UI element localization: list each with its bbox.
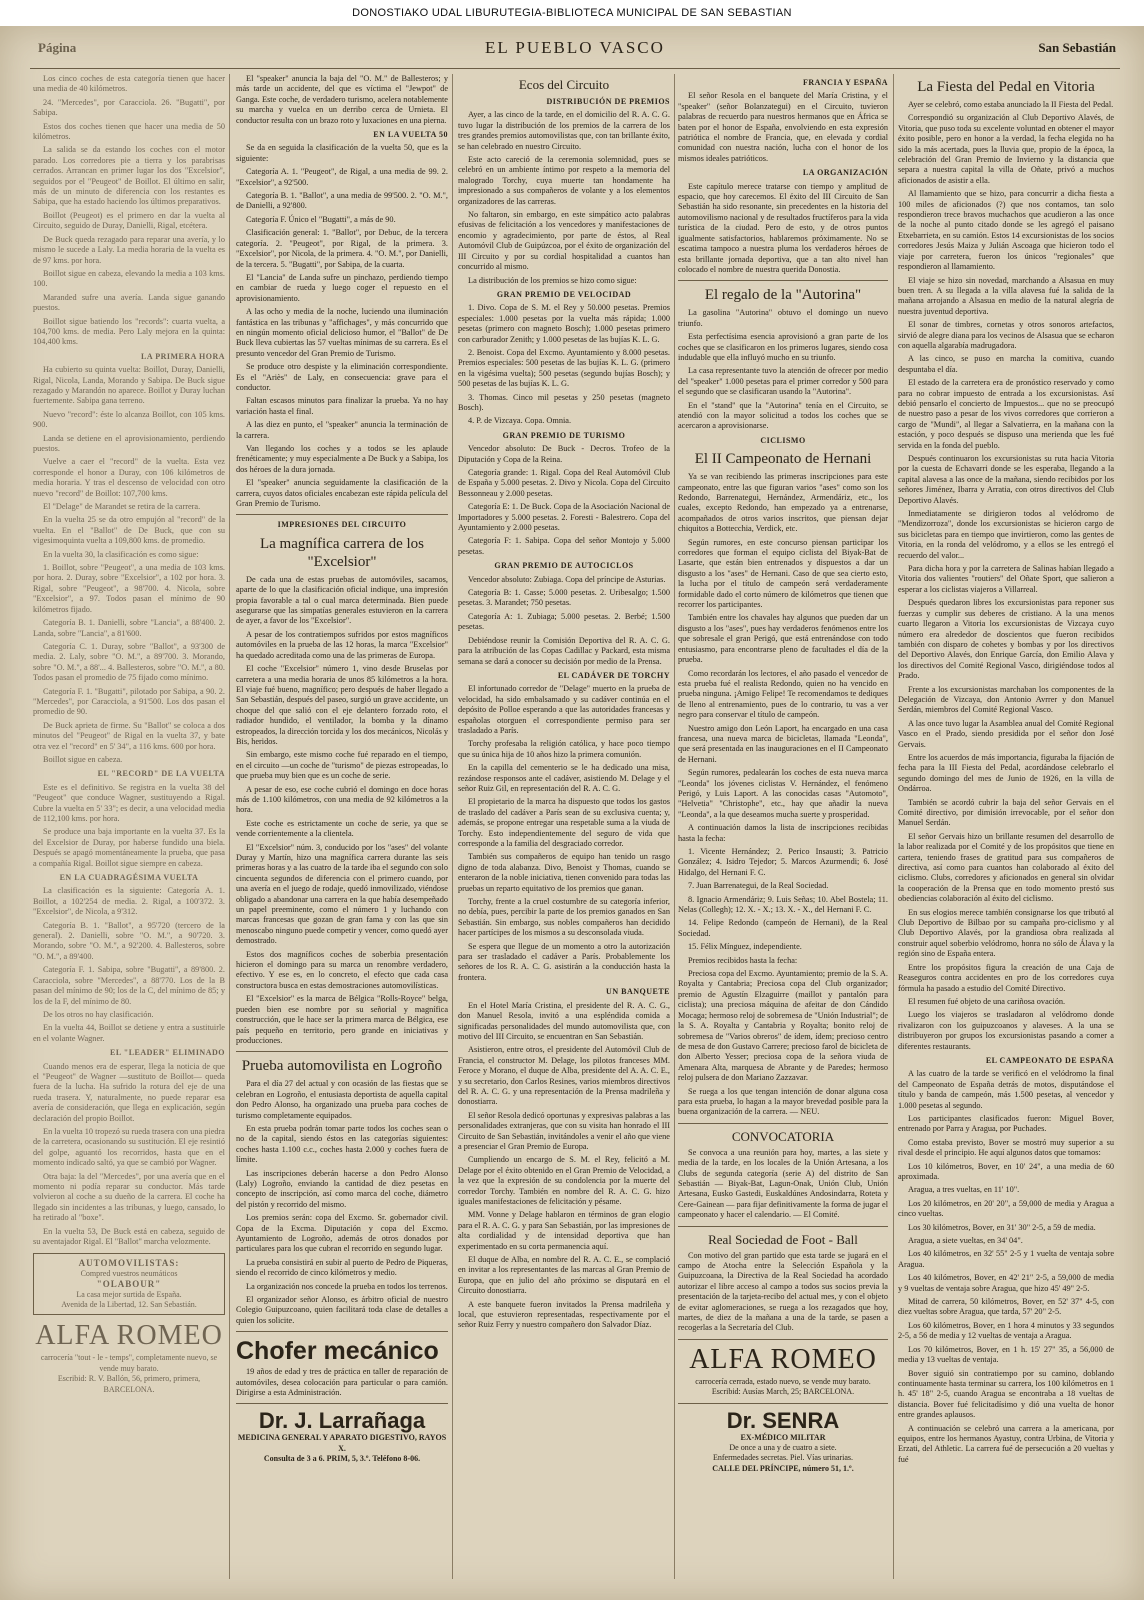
paragraph: El "Lancia" de Landa sufre un pinchazo, perdiendo tiempo en cambiar de rueda y luego coger el repuesto en el aprovisionamiento.: [236, 272, 448, 303]
column-rule: [893, 74, 894, 1579]
paragraph: Van llegando los coches y a todos se les aplaude frenéticamente; y muy especialmente a De Buck y a Sabipa, los dos héroes de la dura jornada.: [236, 444, 448, 474]
paragraph: En la capilla del cementerio se le ha dedicado una misa, rezándose responsos ante el cadáver, asistiendo M. Delage y el señor Ruiz Gil, en representación del R. A. C. G.: [458, 763, 670, 793]
paragraph: El "Delage" de Marandet se retira de la carrera.: [43, 502, 201, 512]
divider: [678, 1403, 888, 1404]
paragraph: Luego los viajeros se trasladaron al velódromo donde rivalizaron con los guipuzcoanos y alaveses. A la una se distribuyeron por grupos los excursionistas pasando a comer a diferentes restaurants.: [898, 1010, 1114, 1051]
paragraph: La prueba consistirá en subir al puerto de Pedro de Piqueras, siendo el recorrido de cinco kilómetros y medio.: [236, 1257, 448, 1278]
paragraph: Categoría F: 1. Sabipa. Copa del señor Montojo y 5.000 pesetas.: [458, 536, 670, 556]
article-title: Ecos del Circuito: [518, 77, 610, 92]
paragraph: Los premios serán: copa del Excmo. Sr. gobernador civil. Copa de la Excma. Diputación y copa del Excmo. Ayuntamiento de Logroño, además de otros donados por particulares para los que cubran el recorrido en segundo lugar.: [236, 1213, 448, 1254]
article-title: CONVOCATORIA: [731, 1128, 835, 1144]
paragraph: Boillot sigue batiendo los "records": cuarta vuelta, a 104,700 kms. de media. Pero Laly mejora en la quinta: 104,400 kms.: [33, 316, 225, 347]
paragraph: También entre los chavales hay algunos que pueden dar un disgusto a los "ases", pues hay verdaderos fenómenos entre los que sobresale el gran Perigó, que está entrenándose con todo entusiasmo, para encontrarse pleno de facultades el día de la prueba.: [678, 613, 888, 665]
paragraph: Ha cubierto su quinta vuelta: Boillot, Duray, Danielli, Rigal, Nicola, Landa, Morando y Sabipa. De Buck sigue rezagado y Marandón no aparece. Boillot y Duray luchan fuertemente. Sabipa gana terreno.: [33, 365, 225, 406]
section-heading: EL "LEADER" ELIMINADO: [110, 1048, 225, 1058]
paragraph: En la vuelta 44, Boillot se detiene y entra a sustituirle en el volante Wagner.: [33, 1023, 225, 1043]
paragraph: Se da en seguida la clasificación de la vuelta 50, que es la siguiente:: [236, 143, 448, 163]
paragraph: Para el día 27 del actual y con ocasión de las fiestas que se celebran en Logroño, el entusiasta deportista de aquella capital don Pedro Alonso, ha organizado una prueba para coches de turismo completamente equipados.: [236, 1079, 448, 1120]
paragraph: En la vuelta 25 se da otro empujón al "record" de la vuelta. En el "Ballot" de De Buck, que con su vigesimoquinta vuelta a 109,800 kms. de promedio.: [33, 515, 225, 546]
paragraph: Categoría C. 1. Duray, sobre "Ballot", a 93'300 de media. 2. Laly, sobre "O. M.", a 89'700. 3. Morando, sobre "O. M.", a 88'... 4. Ballesteros, sobre "O. M.", a 80. Todos pasan el promedio de 75 fijado como mínimo.: [33, 641, 225, 683]
paragraph: Categoría grande: 1. Rigal. Copa del Real Automóvil Club de España y 5.000 pesetas. 2. Divo y Nicola. Copa del Circuito Bessonneau y 2.000 pesetas.: [458, 468, 670, 498]
divider: [236, 1403, 448, 1404]
paragraph: Sin embargo, este mismo coche fué reparado en el tiempo, en el circuito —un coche de "turismo" de piezas estropeadas, lo que prueba muy bien que es un coche de serie.: [236, 750, 448, 781]
paragraph: Mitad de carrera, 50 kilómetros, Bover, en 52' 37" 4-5, con diez vueltas sobre Aragua, que tarda, 57' 20" 2-5.: [898, 1297, 1114, 1317]
paragraph: Vuelve a caer el "record" de la vuelta. Esta vez corresponde el honor a Duray, con 106 kilómetros de media horaria. Y tras el descenso de velocidad con otro nuevo "record" de Boillot: 107,700 kms.: [33, 457, 225, 498]
paragraph: El infortunado corredor de "Delage" muerto en la prueba de velocidad, ha sido embalsamado y su cadáver continúa en el depósito de Polloe esperando a que las autoridades francesas y españolas otorguen el correspondiente permiso para ser trasladado a París.: [458, 684, 670, 735]
paragraph: Categoría A: 1. Zubiaga; 5.000 pesetas. 2. Berbé; 1.500 pesetas.: [458, 611, 670, 632]
advert-line: Enfermedades secretas. Piel. Vías urinarias.: [712, 1453, 854, 1463]
paragraph: 1. Boillot, sobre "Peugeot", a una media de 103 kms. por hora. 2. Duray, sobre "Excelsior", a 102 por hora. 3. Rigal, sobre "Peugeot", a 98'700. 4. Nicola, sobre "Excelsior", a 97. Todos pasan el mínimo de 90 kilómetros fijado.: [33, 563, 225, 614]
advert-line: Escribid: Ausías March, 25; BARCELONA.: [711, 1387, 855, 1397]
paragraph: En la vuelta 53, De Buck está en cabeza, seguido de su aventajador Rigal. El "Ballot" marcha velozmente.: [33, 1226, 225, 1247]
section-heading: IMPRESIONES DEL CIRCUITO: [277, 520, 407, 530]
doctor-advert-title: Dr. SENRA: [726, 1407, 840, 1433]
article-title: La Fiesta del Pedal en Vitoria: [917, 79, 1095, 95]
paragraph: 15. Félix Mínguez, independiente.: [688, 942, 802, 952]
paragraph: Estos dos magníficos coches de soberbia presentación hicieron el domingo para su marca un renombre verdadero, efectivo. Y ese es, en lo concreto, el efecto que cada casa constructora busca en estas demostraciones automovilísticas.: [236, 949, 448, 990]
paragraph: No faltaron, sin embargo, en este simpático acto palabras efusivas de felicitación a los vencedores y manifestaciones de encomio y agradecimiento, por parte de éstos, al Real Automóvil Club de Guipúzcoa, por el éxito de organización del III Circuito y por su cordial hospitalidad a cuantos han concurrido al mismo.: [458, 210, 670, 272]
paragraph: Con motivo del gran partido que esta tarde se jugará en el campo de Atocha entre la Selección Española y la Guipuzcoana, la Directiva de la Real Sociedad ha acordado autorizar el libre acceso al campo a todos sus socios previa la presentación de la tarjeta-recibo del actual mes, y con el objeto de evitar aglomeraciones, se ruega a los rezagados que hoy, martes, de diez de la mañana a una de la tarde, se pasen a recogerlas a la Secretaría del Club.: [678, 1250, 888, 1333]
advert-line: MEDICINA GENERAL Y APARATO DIGESTIVO, RAYOS X.: [237, 1433, 447, 1453]
paragraph: Los 40 kilómetros, en 32' 55" 2-5 y 1 vuelta de ventaja sobre Aragua.: [898, 1249, 1114, 1269]
advert-line: Escribid: R. V. Ballón, 56, primero, primera, BARCELONA.: [57, 1374, 201, 1394]
paragraph: La clasificación es la siguiente: Categoría A. 1. Boillot, a 102'254 de media. 2. Rigal, a 100'372. 3. "Excelsior", de Nicola, a 9'312.: [33, 886, 225, 917]
paragraph: Vencedor absoluto: De Buck - Decros. Trofeo de la Diputación y Copa de la Reina.: [458, 444, 670, 464]
paragraph: El propietario de la marca ha dispuesto que todos los gastos de traslado del cadáver a París sean de su exclusiva cuenta; y, además, se propone entregar una respetable suma a la viuda de Torchy. Esto independientemente del seguro de vida que corresponde a la familia del desgraciado corredor.: [458, 797, 670, 848]
paragraph: Según rumores, pedalearán los coches de esta nueva marca "Leonda" los jóvenes ciclistas V. Hernández, el fenómeno Perigó, y Luis Laport. A las conocidas casas "Automoto", "Helvetia" "Christophe", etc., hay que añadir la nueva "Leonda", a la que deseamos mucha suerte y prosperidad.: [678, 768, 888, 819]
column-rule: [674, 74, 675, 1579]
paragraph: Ayer se celebró, como estaba anunciado la II Fiesta del Pedal.: [908, 100, 1114, 109]
paragraph: 7. Juan Barrenategui, de la Real Sociedad.: [688, 881, 829, 891]
paragraph: El estado de la carretera era de pronóstico reservado y como para no cobrar impuesto de entrada a los excursionistas. Así debió pensarlo el concierto de Impuestos... que no se preocupó de nuestro paso a pesar de los vivos corredores que corrieron a cargo de "Mundi", al llegar a Salvatierra, en la mañana con la estación, y poco después se dispuso una merienda que les fué servida en la fonda del pueblo.: [898, 378, 1114, 450]
paragraph: De cada una de estas pruebas de automóviles, sacamos, aparte de lo que la clasificación oficial indique, una impresión propia favorable a tal o cual marca determinada. Bien puede asegurarse que las simpatías generales estuvieron en la carrera de ayer, a favor de los "Excelsior".: [236, 574, 448, 626]
paragraph: Categoría B. 1. Danielli, sobre "Lancia", a 88'400. 2. Landa, sobre "Lancia", a 81'600.: [33, 618, 225, 638]
section-heading: GRAN PREMIO DE VELOCIDAD: [496, 289, 632, 299]
paragraph: Ayer, a las cinco de la tarde, en el domicilio del R. A. C. G. tuvo lugar la distribución de los premios de la carrera de los tres grandes premios automovilistas que, con tan brillante éxito, se han celebrado en nuestro Circuito.: [458, 110, 670, 151]
section-heading: LA ORGANIZACIÓN: [802, 168, 888, 178]
paragraph: La salida se da estando los coches con el motor parado. Los corredores pie a tierra y los parabrisas cerrados. Arrancan en primer lugar los dos "Excelsior", seguidos por el "Peugeot" de Boillot. El último en salir, más de un minuto de diferencia con los restantes es Sabipa, que ha estado haciendo los últimos preparativos.: [33, 145, 225, 207]
paragraph: Boillot sigue en cabeza.: [43, 754, 123, 764]
paragraph: En el "stand" que la "Autorina" tenía en el Circuito, se atendió con la mayor solicitud a todos los coches que se acercaron a aprovisionarse.: [678, 400, 888, 431]
paragraph: Se produce una baja importante en la vuelta 37. Es la del Excelsior de Duray, por haberse fundido una biela. Después se apagó momentáneamente la prueba, que pasa a compañía Rigal. Boillot sigue siempre en cabeza.: [33, 827, 225, 868]
paragraph: 1. Divo. Copa de S. M. el Rey y 50.000 pesetas. Premios especiales: 1.000 pesetas por la vuelta más rápida; 1.000 pesetas (primero con magneto Bosch); 1.000 pesetas primero con carburador Zenith; y 1.000 pesetas de las bujías K. L. G.: [458, 303, 670, 344]
paragraph: Según rumores, en este concurso piensan participar los corredores que forman el equipo ciclista del Biyak-Bat de Lasarte, que están bien entrenados y dispuestos a dar un disgusto a los "ases" de Hernani. Caso de que sea cierto esto, la lucha por el título de campeón será verdaderamente formidable dado el corto número de kilómetros que tienen que recorrer los participantes.: [678, 537, 888, 610]
column-4: [678, 74, 888, 1584]
section-heading: GRAN PREMIO DE AUTOCICLOS: [494, 561, 634, 571]
paragraph: Inmediatamente se dirigieron todos al velódromo de "Mendizorroza", donde los excursionistas se hicieron cargo de sus bicicletas para en tiempo que invirtieron, como las gentes de Vitoria, en la ronda del velódromo, y a ellos se les entregó el recuerdo del valor...: [898, 509, 1114, 560]
advert-line: La casa mejor surtida de España.: [76, 1289, 182, 1299]
paragraph: Los participantes clasificados fueron: Miguel Bover, entrenado por Parra y Aragua, por Puchades.: [898, 1113, 1114, 1134]
paragraph: Categoría B. 1. "Ballot", a 95'720 (tercero de la general). 2. Danielli, sobre "O. M.", a 90'720. 3. Morando, sobre "O. M.", a 92'200. 4. Ballesteros, sobre "O. M.", a 89'400.: [33, 920, 225, 961]
paragraph: También se acordó cubrir la baja del señor Gervais en el Comité directivo, por dimisión irrevocable, por el señor don Manuel Serdán.: [898, 797, 1114, 828]
paragraph: De Buck aprieta de firme. Su "Ballot" se coloca a dos minutos del "Peugeot" de Rigal en la vuelta 37, y bate otra vez el "record" en 5' 34", a 116 kms. 600 por hora.: [33, 720, 225, 751]
paragraph: Cumpliendo un encargo de S. M. el Rey, felicitó a M. Delage por el éxito obtenido en el Gran Premio de Velocidad, a la vez que la expresión de su condolencia por la muerte del corredor Torchy. También en nombre del R. A. C. G. hizo iguales manifestaciones de felicitación y pésame.: [458, 1155, 670, 1206]
divider: [678, 1123, 888, 1124]
paragraph: A este banquete fueron invitados la Prensa madrileña y local, que estuvieron representadas, respectivamente por el señor Ruiz Ferry y nuestro compañero don Salvador Díaz.: [458, 1299, 670, 1330]
paragraph: Como estaba previsto, Bover se mostró muy superior a su rival desde el principio. He aquí algunos datos que tomamos:: [898, 1137, 1114, 1158]
paragraph: Landa se detiene en el aprovisionamiento, perdiendo puestos.: [33, 433, 225, 453]
paragraph: A pesar de eso, ese coche cubrió el domingo en doce horas más de 1.100 kilómetros, con una media de 92 kilómetros a la hora.: [236, 784, 448, 815]
paragraph: Los 10 kilómetros, Bover, en 10' 24", a una media de 60 aproximada.: [898, 1161, 1114, 1181]
section-heading: EN LA CUADRAGÉSIMA VUELTA: [59, 873, 199, 883]
paragraph: Este coche es estrictamente un coche de serie, ya que se vende corrientemente a la clientela.: [236, 818, 448, 839]
paragraph: En esta prueba podrán tomar parte todos los coches sean o no de la capital, siendo éstos en las categorías siguientes: coches hasta 1.100 c.c., coches hasta 2.000 y coches fuera de límite.: [236, 1123, 448, 1165]
article-title: El regalo de la "Autorina": [704, 287, 862, 304]
article-title: Real Sociedad de Foot - Ball: [708, 1231, 858, 1247]
paragraph: 24. "Mercedes", por Caracciola. 26. "Bugatti", por Sabipa.: [33, 97, 225, 118]
advert-line: De once a una y de cuatro a siete.: [729, 1443, 837, 1453]
paragraph: Debiéndose reunir la Comisión Deportiva del R. A. C. G. para la atribución de las Copas Cadillac y Packard, esta misma semana se dará a conocer su decisión por medio de la Prensa.: [458, 635, 670, 666]
paragraph: Frente a los excursionistas marchaban los componentes de la Delegación de Vizcaya, don Antonio Avrrer y don Manuel Serdán, miembros del Comité Regional Vasco.: [898, 684, 1114, 715]
alfa-romeo-advert-title: ALFA ROMEO: [689, 1343, 877, 1375]
advert-line: CALLE DEL PRÍNCIPE, número 51, 1.º.: [712, 1463, 854, 1473]
paragraph: Bover siguió sin contratiempo por su camino, doblando continuamente hasta terminar su carrera, los 100 kilómetros en 1 h. 45' 18" 2-5, cuando Aragua se encontraba a 18 vueltas de distancia. Bover fué felicitadísimo y dió una vuelta de honor entre grandes aplausos.: [898, 1368, 1114, 1420]
paragraph: La gasolina "Autorina" obtuvo el domingo un nuevo triunfo.: [678, 308, 888, 328]
paragraph: Los 40 kilómetros, Bover, en 42' 21" 2-5, a 59,000 de media y 9 vueltas de ventaja sobre Aragua, que hizo 45' 49" 2-5.: [898, 1273, 1114, 1293]
section-heading: CICLISMO: [760, 435, 806, 445]
paragraph: Al llamamiento que se hizo, para concurrir a dicha fiesta a 100 miles de aficionados (?) que nos contamos, tan solo respondieron trece bravos muchachos que acudieron a las once de la noche al punto citado donde se les agregó el paisano Etxebarrieta, en su camión. Estos 14 excursionistas de los socios corredores Jesús Maiza y Julián Ascoaga que hicieron todo el viaje por carretera, fueron los únicos "regionales" que respondieron al llamamiento.: [898, 189, 1114, 272]
section-heading: EL CAMPEONATO DE ESPAÑA: [985, 1055, 1114, 1065]
paragraph: Después continuaron los excursionistas su ruta hacia Vitoria por la cuesta de Echavarri donde se les esperaba, llegando a la capital alavesa a las once de la mañana, siendo recibidos por los señores Jiménez, Ibarra y Arratia, con otros directivos del Club Deportivo Alavés.: [898, 454, 1114, 505]
column-2: [236, 74, 448, 1584]
paragraph: 14. Felipe Redondo (campeón de Hernani), de la Real Sociedad.: [678, 918, 888, 938]
article-title: El II Campeonato de Hernani: [694, 451, 872, 468]
divider: [236, 1331, 448, 1332]
advert-line: EX-MÉDICO MILITAR: [740, 1432, 826, 1442]
chofer-advert-title: Chofer mecánico: [236, 1337, 439, 1366]
advert-text: 19 años de edad y tres de práctica en taller de reparación de automóviles, desea colocación para particular o para camión. Dirigirse a esta Administración.: [236, 1367, 448, 1398]
advert-line: Consulta de 3 a 6. PRIM, 5, 3.º. Teléfono 8-06.: [263, 1454, 421, 1464]
paragraph: Aragua, a tres vueltas, en 11' 10".: [908, 1185, 1020, 1195]
paragraph: Después quedaron libres los excursionistas para reponer sus fuerzas y cumplir sus deberes de cristiano. A la una menos cuarto llegaron a Vitoria los excursionistas de Vizcaya cuyo número era alrededor de doscientos que fueron recibidos también con disparo de cohetes y bombas y por los directivos del Deportivo Alavés, don Enrique García, don Emilio Alava y los directivos del Comité Regional Vasco, dirigiéndose todos al Prado.: [898, 598, 1114, 681]
paragraph: Categoría B: 1. Casse; 5.000 pesetas. 2. Uribesalgo; 1.500 pesetas. 3. Marandet; 750 pesetas.: [458, 588, 670, 608]
paragraph: Categoría F. 1. "Bugatti", pilotado por Sabipa, a 90. 2. "Mercedes", por Caracciola, a 91'500. Los dos pasan el promedio de 90.: [33, 686, 225, 717]
column-3: [458, 74, 670, 1584]
section-heading: EN LA VUELTA 50: [373, 130, 448, 140]
paragraph: El coche "Excelsior" número 1, vino desde Bruselas por carretera a una media horaria de unos 85 kilómetros a la hora. El viaje fué bueno, magnífico; pero después de haber llegado a San Sebastián, después del paseo, surgió un grave accidente, un choque del que salió con el eje delantero forzado roto, el radiador hundido, el ventilador, la bomba y la dínamo estropeados, la dirección torcida y los dos mecánicos, Nicolás y Bis, heridos.: [236, 664, 448, 746]
paragraph: A las cinco, se puso en marcha la comitiva, cuando despuntaba el día.: [898, 354, 1114, 374]
paragraph: En el Hotel María Cristina, el presidente del R. A. C. G., don Manuel Resola, invitó a una espléndida comida a significadas personalidades del mundo automovilista que, con motivo del III Circuito, se encuentran en San Sebastián.: [458, 1000, 670, 1041]
paragraph: El "Excelsior" es la marca de Bélgica "Rolls-Royce" belga, pueden bien ese nombre por su señorial y magnífica construcción, que le hace ser la primera marca de Bélgica, ese país pequeño en territorio, pero grande en iniciativas y producciones.: [236, 994, 448, 1045]
paragraph: Esta perfectísima esencia aprovisionó a gran parte de los coches que se clasificaron en los primeros lugares, siendo cosa indudable que ella influyó mucho en su triunfo.: [678, 332, 888, 362]
paragraph: A las ocho y media de la noche, luciendo una iluminación fantástica en las tribunas y "affichages", y más concurrido que en ningún momento oficial delicioso humor, el "Ballot" de De Buck lleva cubiertas las 57 vueltas mínimas de su carrera. Es el presunto vencedor del Gran Premio de Turismo.: [236, 307, 448, 358]
paragraph: Nuestro amigo don León Laport, ha encargado en una casa francesa, una nueva marca de bicicletas, llamada "Leonda", que será presentada en las inauguraciones en el II Campeonato de Hernani.: [678, 723, 888, 764]
paragraph: Categoría F. Único el "Bugatti", a más de 90.: [246, 214, 396, 224]
section-heading: EL "RECORD" DE LA VUELTA: [97, 769, 225, 779]
paragraph: Clasificación general: 1. "Ballot", por Debuc, de la tercera categoría. 2. "Peugeot", por Rigal, de la primera. 3. "Excelsior", por Nicola, de la primera. 4. "O. M.", por Danielli, de la tercera. 5. "Bugatti", por Sabipa, de la cuarta.: [236, 228, 448, 269]
paragraph: 8. Ignacio Armendáriz; 9. Luis Señas; 10. Abel Bostela; 11. Nelas (Collegh); 12. X. - X.; 13. X. - X., del Hernani F. C.: [678, 894, 888, 915]
paragraph: Categoría F. 1. Sabipa, sobre "Bugatti", a 89'800. 2. Caracciola, sobre "Mercedes", a 88'770. Los de la B pasan del mínimo de 90; los de la C, del mínimo de 85; y los de la F, del mínimo de 80.: [33, 965, 225, 1006]
section-heading: LA PRIMERA HORA: [141, 351, 225, 361]
paragraph: Cuando menos era de esperar, llega la noticia de que el "Peugeot" de Wagner —sustituto de Boillot— queda fuera de la lucha. Ha sufrido la rotura del eje de una rueda trasera. Y, naturalmente, no puede reparar esa avería de consideración, que llega en explicación, según declaración del propio Boillot.: [33, 1061, 225, 1123]
paragraph: Torchy, frente a la cruel costumbre de su categoría inferior, no debía, pues, percibir la parte de los premios ganados en San Sebastián. Sin embargo, sus nobles compañeros han decidido hacer partícipes de los mismos a su desconsolada viuda.: [458, 897, 670, 938]
paragraph: El "speaker" anuncia la baja del "O. M." de Ballesteros; y más tarde un accidente, del que es víctima el "Jewpot" de Ganga. Este coche, de verdadero turismo, acelera notablemente su marcha y vuelca en un derribo cerca de Urnieta. El conductor resulta con un brazo roto y luxaciones en una pierna.: [236, 74, 448, 125]
paragraph: Se convoca a una reunión para hoy, martes, a las siete y media de la tarde, en los locales de la Unión Artesana, a los Clubs de segunda categoría (serie A) del distrito de San Sebastián — Biyak-Bat, Lagun-Onak, Unión Club, Unión Artesana, Eusko Gastedi, Euskaldúnes Andosindarra, Roteta y Cere-Gainean — para fijar definitivamente la forma de jugar el campeonato y hacer el calendario. — El Comité.: [678, 1147, 888, 1220]
paragraph: Boillot sigue en cabeza, elevando la media a 103 kms. 100.: [33, 268, 225, 289]
paragraph: Como recordarán los lectores, el año pasado el vencedor de esta prueba fué el realista Redondo, quien no ha vencido en prueba ninguna. ¡Amigo Felipe! Te recomendamos te dediques de lleno al entrenamiento, pues de lo contrario, tu vas a ver negro para conservar el título de campeón.: [678, 668, 888, 720]
paragraph: El resumen fué objeto de una cariñosa ovación.: [908, 996, 1066, 1006]
paragraph: En sus elogios merece también consignarse los que tributó al Club Deportivo de Bilbao por su campaña pro-ciclismo y al Club Deportivo Alavés, por la grandiosa obra realizada al construir aquel soberbio velódromo, honra no sólo de Álava y la región sino de España entera.: [898, 907, 1114, 959]
paragraph: Faltan escasos minutos para finalizar la prueba. Ya no hay variación hasta el final.: [236, 396, 448, 416]
column-rule: [229, 74, 230, 1579]
newspaper-title: EL PUEBLO VASCO: [485, 38, 665, 57]
paragraph: Este acto careció de la ceremonia solemnidad, pues se celebró en un ambiente íntimo por respeto a la memoria del malogrado Torchy, cuya muerte tan hondamente ha impresionado a sus compañeros de volante y a los elementos organizadores de las carreras.: [458, 155, 670, 206]
article-title: Prueba automovilista en Logroño: [241, 1058, 443, 1075]
column-1: [33, 74, 225, 1584]
paragraph: Se ruega a los que tengan intención de donar alguna cosa para esta prueba, lo hagan a la mayor brevedad posible para la buena organización de la carrera. — NEU.: [678, 1086, 888, 1117]
section-heading: FRANCIA Y ESPAÑA: [802, 78, 888, 87]
paragraph: Nuevo "record": éste lo alcanza Boillot, con 105 kms. 900.: [33, 409, 225, 430]
paragraph: Los 60 kilómetros, Bover, en 1 hora 4 minutos y 33 segundos 2-5, a 56 de media y 12 vueltas de ventaja a Aragua.: [898, 1320, 1114, 1341]
paragraph: El señor Gervais hizo un brillante resumen del desarrollo de la labor realizada por el Comité y de los propósitos que tiene en cartera, teniendo frases de gratitud para sus compañeros de directiva, así como para cuantos han colaborado al éxito del ciclismo. Clubs, corredores y aficionados en general sin olvidar la cooperación de la Prensa que en todo momento prestó sus obediencias colaboración al éxito del ciclismo.: [898, 831, 1114, 904]
newspaper-page: [0, 26, 1144, 1600]
advert-line: carrocería "tout - le - temps", completamente nuevo, se vende muy barato.: [40, 1353, 218, 1373]
advert-brand: "OLABOUR": [96, 1279, 162, 1290]
section-heading: DISTRIBUCIÓN DE PREMIOS: [546, 97, 670, 106]
advert-line: Avenida de la Libertad, 12. San Sebastián.: [61, 1300, 197, 1310]
alfa-romeo-advert-title: ALFA ROMEO: [35, 1320, 223, 1352]
paragraph: El sonar de timbres, cornetas y otros sonoros artefactos, sirvió de alegre diana para los vecinos de Alsasua que se echaron con aquella algarabía madrugadora.: [898, 320, 1114, 350]
paragraph: En la vuelta 30, la clasificación es como sigue:: [43, 549, 199, 559]
paragraph: El organizador señor Alonso, es árbitro oficial de nuestro Colegio Guipuzcoano, quien facilitará toda clase de detalles a quien los solicite.: [236, 1295, 448, 1325]
paragraph: Se espera que llegue de un momento a otro la autorización para ser trasladado el cadáver a París. Probablemente los señores de los R. A. C. G. asistirán a la conducción hasta la frontera.: [458, 941, 670, 982]
paragraph: Boillot (Peugeot) es el primero en dar la vuelta al Circuito, seguido de Duray, Danielli, Rigal, etcétera.: [33, 210, 225, 231]
paragraph: El señor Resola dedicó oportunas y expresivas palabras a las personalidades extranjeras, que con su visita han honrado el III Circuito de San Sebastián, invitándoles a venir el año que viene a presenciar el Gran Premio de Europa.: [458, 1110, 670, 1151]
paragraph: Asistieron, entre otros, el presidente del Automóvil Club de Francia, el constructor M. Delage, los pilotos franceses MM. Feroce y Morano, el duque de Alba, presidente del A. A. C. E., y su secretario, don Carlos Resines, varios miembros directivos del R. A. C. G. y una representación de la Prensa madrileña y donostiarra.: [458, 1045, 670, 1107]
city-label: San Sebastián: [1038, 40, 1116, 55]
paragraph: También sus compañeros de equipo han tenido un rasgo digno de toda alabanza. Divo, Benoist y Thomas, cuando se enteraron de la noble iniciativa, tienen convenido para todas las pruebas un reparto equitativo de los premios que ganan.: [458, 852, 670, 893]
paragraph: A las cuatro de la tarde se verificó en el velódromo la final del Campeonato de España detrás de motos, disputándose el título y banda de campeón, más 1.500 pesetas, al vencedor y 1.000 pesetas al segundo.: [898, 1069, 1114, 1110]
advert-line: carrocería cerrada, estado nuevo, se vende muy barato.: [695, 1376, 871, 1386]
paragraph: Se produce otro despiste y la eliminación correspondiente. Es el "Ariès" de Laly, en consecuencia: grave para el conductor.: [236, 362, 448, 392]
paragraph: En la vuelta 10 tropezó su rueda trasera con una piedra de la carretera, ocasionando su sustitución. El eje resintió del golpe, aguantó los recorridos, hasta que en el momento indicado saltó, ya que se cambió por Wagner.: [33, 1126, 225, 1168]
paragraph: MM. Vonne y Delage hablaron en términos de gran elogio para el R. A. C. G. y para San Sebastián, por las impresiones de alta cordialidad y de intensidad deportiva que han experimentado en su corta permanencia aquí.: [458, 1210, 670, 1251]
paragraph: La distribución de los premios se hizo como sigue:: [468, 275, 637, 285]
advert-title: AUTOMOVILISTAS:: [78, 1258, 180, 1269]
paragraph: 1. Vicente Hernández; 2. Perico Insausti; 3. Patricio González; 4. Isidro Tejedor; 5. Marcos Azurmendi; 6. José Hidalgo, del Hernani F. C.: [678, 847, 888, 877]
masthead: [30, 32, 1120, 69]
paragraph: El "Excelsior" núm. 3, conducido por los "ases" del volante Duray y Martín, hizo una magnífica carrera durante las seis primeras horas y a las cuatro de la tarde iba el segundo con solo cincuenta segundos de diferencia con el primero cuando, por una avería en el juego de rodaje, quedó inmovilizado, viéndose obligado a abandonar una carrera en la que había desempeñado un papel preeminente, como el número 1 y luchando con marcas francesas que gozan de gran fama y con las que sin menoscabo ninguno puede competir y vencer, como quedó ayer demostrado.: [236, 842, 448, 946]
paragraph: A pesar de los contratiempos sufridos por estos magníficos automóviles en la prueba de las 12 horas, la marca "Excelsior" ha quedado acreditada como una de las primeras de Europa.: [236, 629, 448, 660]
paragraph: Entre los propósitos figura la creación de una Caja de Reaseguros contra accidentes en pro de los corredores cuya fórmula ha pasado a estudio del Comité Directivo.: [898, 962, 1114, 993]
paragraph: Para dicha hora y por la carretera de Salinas habían llegado a Vitoria dos valientes "routiers" del Oñate Sport, que salieron a esperar a los ciclistas viajeros a Villarreal.: [898, 564, 1114, 594]
paragraph: Categoría A. 1. "Peugeot", de Rigal, a una media de 99. 2. "Excelsior", a 92'500.: [236, 167, 448, 187]
paragraph: 3. Thomas. Cinco mil pesetas y 250 pesetas (magneto Bosch).: [458, 392, 670, 412]
paragraph: A las once tuvo lugar la Asamblea anual del Comité Regional Vasco en el Prado, siendo presidida por el señor don José Gervais.: [898, 718, 1114, 749]
paragraph: Las inscripciones deberán hacerse a don Pedro Alonso (Laly) Logroño, enviando la cantidad de diez pesetas en concepto de inscripción, así como marca del coche, diámetro del pistón y recorrido del mismo.: [236, 1168, 448, 1209]
divider: [678, 1226, 888, 1227]
paragraph: Entre los acuerdos de más importancia, figuraba la fijación de fecha para la III Fiesta del Pedal, acordándose celebrarlo el segundo domingo del mes de Junio de 1926, en la villa de Ondárroa.: [898, 752, 1114, 794]
paragraph: Este capítulo merece tratarse con tiempo y amplitud de espacio, que hoy carecemos. El éxito del III Circuito de San Sebastián ha sido resonante, sin precedentes en la historia del automovilismo nacional y de resultados fructíferos para la vida turística de la ciudad. Pero de esto, y de otros puntos igualmente satisfactorios, hablaremos próximamente. No se escatima tampoco a nuestra pluma los verdaderos héroes de esta brillante jornada deportiva, que a tan alto nivel han colocado el nombre de nuestra querida Donostia.: [678, 181, 888, 274]
paragraph: 2. Benoist. Copa del Excmo. Ayuntamiento y 8.000 pesetas. Premios especiales: 500 pesetas de las bujías K. L. G. (primero en la vigésima vuelta); 500 pesetas (segundo bujías Bosch); y 500 pesetas de las bujías K. L. G.: [458, 347, 670, 389]
paragraph: A continuación se celebró una carrera a la americana, por equipos, entre los hermanos Ayastuy, contra Urbina, de Vitoria y Erzati, del Athletic. La carrera fué de persecución a 20 vueltas y fué: [898, 1423, 1114, 1464]
paragraph: Otra baja: la del "Mercedes", por una avería que en el momento ni podía reparar su conductor. Más tarde volvieron al coche a su dueño de la carrera. El coche ha llegado sin incidentes a las tribunas, y luego, cansado, lo ha retirado al "boxe".: [33, 1171, 225, 1223]
archive-header-bar: DONOSTIAKO UDAL LIBURUTEGIA-BIBLIOTECA MUNICIPAL DE SAN SEBASTIAN: [0, 0, 1144, 26]
paragraph: Los 30 kilómetros, Bover, en 31' 30" 2-5, a 59 de media.: [908, 1222, 1096, 1232]
paragraph: Los 20 kilómetros, en 20' 20", a 59,000 de media y Aragua a cinco vueltas.: [898, 1198, 1114, 1219]
paragraph: Maranded sufre una avería. Landa sigue ganando puestos.: [33, 292, 225, 313]
paragraph: Los cinco coches de esta categoría tienen que hacer una media de 40 kilómetros.: [33, 74, 225, 94]
paragraph: Este es el definitivo. Se registra en la vuelta 38 del "Peugeot" que conduce Wagner, sustituyendo a Rigal. Cubre la vuelta en 5' 33"; es decir, a una velocidad media de 112,100 kms. por hora.: [33, 782, 225, 823]
section-heading: GRAN PREMIO DE TURISMO: [502, 430, 626, 440]
paragraph: Ya se van recibiendo las primeras inscripciones para este campeonato, entre las que figuran varios "ases" como son los Redondo, Barrenategui, Hernández, Armendáriz, etc., los cuales, excepto Redondo, han empezado ya a entrenarse, acompañados de otros varios inscritos, que piensan dejar chiquitos a Bottecchia, Verdick, etc.: [678, 472, 888, 534]
paragraph: Categoría B. 1. "Ballot", a una media de 99'500. 2. "O. M.", de Danielli, a 92'800.: [236, 191, 448, 211]
paragraph: Torchy profesaba la religión católica, y hace poco tiempo que su única hija de 10 años hizo la primera comunión.: [458, 739, 670, 759]
article-title: La magnífica carrera de los "Excelsior": [259, 535, 425, 570]
paragraph: El duque de Alba, en nombre del R. A. C. E., se complació en invitar a los representantes de las marcas al Gran Premio de Europa, que en julio del año próximo se disputará en el Circuito donostiarra.: [458, 1255, 670, 1296]
paragraph: El viaje se hizo sin novedad, marchando a Alsasua en muy buen tren. A su llegada a la villa alavesa fué la salida de la mañana arrojando a Alsasua en medio de la natural alegría de nuestra juventud deportiva.: [898, 275, 1114, 316]
page-label: Página: [38, 40, 77, 55]
section-heading: UN BANQUETE: [606, 987, 670, 997]
column-5: [898, 74, 1114, 1584]
section-heading: EL CADÁVER DE TORCHY: [557, 670, 670, 680]
paragraph: Premios recibidos hasta la fecha:: [688, 955, 798, 965]
paragraph: Aragua, a siete vueltas, en 34' 04".: [908, 1236, 1023, 1246]
paragraph: Correspondió su organización al Club Deportivo Alavés, de Vitoria, que puso toda su excelente voluntad en obtener el mayor éxito posible, pero en honor a la verdad, la fecha elegida no ha sido la más acertada, pues la lluvia que, propio de la época, la celebración del Gran Premio de Invierno y la distancia que separa a nuestra capital la villa de Oñate, privó a muchos aficionados de asistir a ella.: [898, 113, 1114, 185]
advert-line: Compred vuestros neumáticos: [80, 1268, 178, 1278]
paragraph: 4. P. de Vizcaya. Copa. Omnia.: [468, 416, 572, 426]
paragraph: De Buck queda rezagado para reparar una avería, y lo mismo le sucede a Laly. La media horaria de la vuelta es de 97 kms. por hora.: [33, 234, 225, 265]
paragraph: A continuación damos la lista de inscripciones recibidas hasta la fecha:: [678, 823, 888, 843]
paragraph: El señor Resola en el banquete del María Cristina, y el "speaker" (señor Bolanzategui) en el Circuito, tuvieron palabras de recuerdo para nuestros hermanos que en África se baten por el honor de España, envolviendo en esta expresión patriótica el nombre de Francia, que, en elevada y cordial comunidad con nuestra nación, lucha con el honor de los mismos ideales patrióticos.: [678, 91, 888, 163]
paragraph: Estos dos coches tienen que hacer una media de 50 kilómetros.: [33, 121, 225, 142]
divider: [236, 514, 448, 515]
paragraph: La organización nos concede la prueba en todos los terrenos.: [246, 1281, 448, 1291]
paragraph: De los otros no hay clasificación.: [43, 1009, 154, 1019]
paragraph: Categoría E: 1. De Buck. Copa de la Asociación Nacional de Importadores y 5.000 pesetas. 2. Foresti - Balestrero. Copa del Ayuntamiento y 2.000 pesetas.: [458, 502, 670, 533]
divider: [678, 1339, 888, 1340]
divider: [678, 280, 888, 281]
paragraph: El "speaker" anuncia seguidamente la clasificación de la carrera, cuyos datos oficiales encabezan este rápida película del Gran Premio de Turismo.: [236, 478, 448, 509]
divider: [236, 1051, 448, 1052]
tyre-advert: [33, 1253, 225, 1315]
paragraph: La casa representante tuvo la atención de ofrecer por medio del "speaker" 1.000 pesetas para el primer corredor y 500 para el segundo que se clasificaran usando la "Autorina".: [678, 366, 888, 397]
paragraph: Preciosa copa del Excmo. Ayuntamiento; premio de la S. A. Royalta y Cantabria; Preciosa copa del Club organizador; premio de Agustín Elzaguirre (maillot y pantalón para ciclista); una preciosa máquina de afeitar de don Cándido Mocaga; hermoso reloj de sobremesa de "Unión Industrial"; de la S. A. Royalta y Cantabria y Royalta; bonito reloj de sobremesa de "Varios obreros" de ídem, ídem; precioso centro de mesa de don Gustavo Carrere; precioso farol de bicicleta de don Alberto Yesser; preciosa copa de la señora viuda de Amenara Alta, marquesa de Abrante y de Paredes; hermoso reloj pulsera de don Mariano Zazzavar.: [678, 969, 888, 1083]
doctor-advert-title: Dr. J. Larrañaga: [258, 1408, 426, 1434]
column-rule: [452, 74, 453, 1579]
paragraph: A las diez en punto, el "speaker" anuncia la terminación de la carrera.: [236, 420, 448, 440]
paragraph: Vencedor absoluto: Zubiaga. Copa del príncipe de Asturias.: [468, 574, 666, 584]
paragraph: Los 70 kilómetros, Bover, en 1 h. 15' 27" 35, a 56,000 de media y 13 vueltas de ventaja.: [898, 1344, 1114, 1365]
